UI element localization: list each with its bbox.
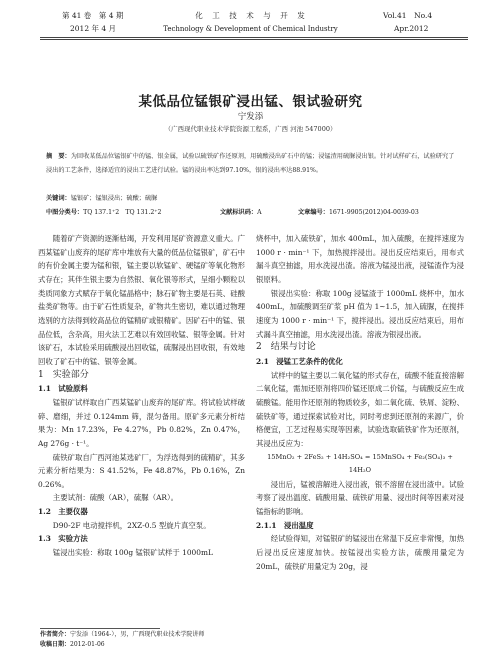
section-1-2-heading: 1.2 主要仪器: [38, 507, 88, 517]
clc-label: 中图分类号：: [46, 209, 84, 216]
raw-material-paragraph-3: 主要试剂：硫酸（AR），硫脲（AR）。: [52, 493, 179, 503]
section-2-1-1-heading: 2.1.1 浸出温度: [256, 520, 314, 530]
method-continuation: 烧杯中，加入硫铁矿，加水 400mL，加入硫酸，在搅拌速度为 1000 r · min⁻¹ 下，加热搅拌浸出。浸出反应结束后，用布式漏斗真空抽滤，用水洗浸出渣。溶液为锰浸出液，浸锰渣作为浸银原料。: [256, 234, 464, 284]
section-1-heading: 1 实验部分: [38, 369, 89, 380]
intro-paragraph: 随着矿产资源的逐渐枯竭，开发利用尾矿资源意义重大。广西某锰矿山废弃的尾矿库中堆放有大量的低品位锰银矿，矿石中的有价金属主要为锰和银，锰主要以软锰矿、硬锰矿等氧化物形式存在；其伴生银主要为自然银、氧化银等形式，呈细小颗粒以类质同象方式赋存于氧化锰晶格中；脉石矿物主要是石英、硅酸盐类矿物等。由于矿石性质复杂，矿物共生密切，难以通过物理选别的方法得到较高品位的锰精矿或银精矿。因矿石中的锰、银品位低，含杂高，用火法工艺难以有效回收锰、银等金属。针对该矿石，本试验采用硫酸浸出回收锰，硫脲浸出回收银，有效地回收了矿石中的锰、银等金属。: [38, 234, 245, 366]
article-title: 某低品位锰银矿浸出锰、银试验研究: [138, 94, 363, 110]
article-number-value: 1671-9905(2012)04-0039-03: [328, 209, 419, 216]
left-column: [38, 232, 245, 560]
header-rule-2: [40, 39, 468, 40]
journal-name: 化 工 技 术 与 开 发: [195, 11, 306, 20]
instrument-paragraph: D90-2F 电动搅拌机，2XZ-0.5 型旋片真空泵。: [52, 520, 211, 530]
abstract-text: 为回收某低品位锰银矿中的锰、银金属，试验以硫铁矿作还原剂，用硫酸浸出矿石中的锰；浸锰渣用硫脲浸出银。针对试样矿石，试验研究了浸出的工艺条件，选择适宜的浸出工艺进行试验。锰的浸出率达到97.10%，银的浸出率达88.91%。: [46, 153, 455, 174]
right-column: [256, 232, 464, 573]
doc-code-label: 文献标识码：: [220, 209, 258, 216]
article-author: 宁发添: [237, 112, 264, 122]
journal-date-en: Apr.2012: [394, 24, 429, 33]
doc-code-value: A: [257, 209, 262, 216]
footnote-author-text: 宁发添（1964-），男，广西现代职业技术学院讲师: [70, 631, 205, 638]
journal-date: 2012 年 4 月: [70, 24, 117, 33]
footnote-received-label: 收稿日期：: [40, 641, 71, 648]
footnote-author-label: 作者简介：: [40, 631, 71, 638]
article-number: [298, 207, 419, 216]
section-1-1-heading: 1.1 试验原料: [38, 384, 88, 394]
journal-volume-en: Vol.41 No.4: [383, 11, 433, 20]
keywords: [46, 193, 157, 202]
raw-material-paragraph-2: 硫铁矿取自广西河池某选矿厂，为浮选得到的硫精矿，其多元素分析结果为：S 41.52%，Fe 48.87%，Pb 0.16%，Zn 0.26%。: [38, 452, 245, 489]
raw-material-paragraph-1: 锰银矿试样取自广西某锰矿山废弃的尾矿库。将试验试样破碎、磨细，并过 0.124mm 筛，混匀备用。原矿多元素分析结果为：Mn 17.23%，Fe 4.27%，Pb 0.82%，Zn 0.47%，Ag 276g · t⁻¹。: [38, 397, 245, 448]
section-2-1-heading: 2.1 浸锰工艺条件的优化: [256, 356, 343, 366]
article-number-label: 文章编号：: [298, 209, 329, 216]
reaction-equation: 15MnO₂ + 2FeS₂ + 14H₂SO₄ = 15MnSO₄ + Fe₂(SO₄)₃ + 14H₂O: [267, 452, 453, 475]
article-affiliation: （广西现代职业技术学院资源工程系，广西 河池 547000）: [164, 125, 337, 133]
doc-code: [220, 207, 262, 216]
silver-method-paragraph: 银浸出实验：称取 100g 浸锰渣于 1000mL 烧杯中，加水 400mL，加硫酸调至矿浆 pH 值为 1~1.5，加入硫脲，在搅拌速度为 1000 r · min⁻¹ 下，搅拌浸出。浸出反应结束后，用布式漏斗真空抽滤，用水洗浸出渣。溶液为银浸出液。: [256, 288, 464, 339]
footnote-rule: [40, 628, 160, 629]
manganese-paragraph-2: 浸出后，锰被溶解进入浸出液，银不溶留在浸出渣中。试验考察了浸出温度、硫酸用量、硫铁矿用量、浸出时间等因素对浸锰指标的影响。: [256, 479, 464, 517]
journal-name-en: Technology & Development of Chemical Industry: [163, 25, 338, 33]
section-2-heading: 2 结果与讨论: [256, 342, 316, 353]
footnote-received-text: 2012-01-06: [70, 641, 105, 648]
header-rule: [40, 37, 468, 38]
abstract-label: 摘 要：: [46, 153, 71, 160]
clc-value: TQ 137.1⁺2 TQ 131.2⁺2: [83, 209, 162, 216]
footnote: [40, 630, 204, 650]
journal-volume: 第 41 卷 第 4 期: [62, 11, 124, 20]
keywords-text: 锰银矿；锰银浸出；硫酸；硫脲: [70, 195, 158, 202]
section-1-3-heading: 1.3 实验方法: [38, 534, 88, 544]
footnote-author: [40, 630, 204, 640]
clc: [46, 207, 161, 216]
manganese-paragraph-1: 试样中的锰主要以二氧化锰的形式存在，硫酸不能直接溶解二氧化锰，需加还原剂将四价锰还原成二价锰，与硫酸反应生成硫酸锰。能用作还原剂的物质较多，如二氧化硫、铁屑、淀粉、硫铁矿等，通过探索试验对比，同时考虑到还原剂的来源广，价格便宜，工艺过程易实现等因素，试验选取硫铁矿作为还原剂，其浸出反应为：: [256, 370, 464, 448]
temperature-paragraph: 经试验得知，对锰银矿的锰浸出在常温下反应非常慢，加热后浸出反应速度加快。按锰浸出实验方法，硫酸用量定为 20mL，硫铁矿用量定为 20g，浸: [256, 534, 464, 571]
keywords-label: 关键词：: [46, 195, 71, 202]
method-paragraph: 锰浸出实验：称取 100g 锰银矿试样于 1000mL: [52, 548, 213, 558]
footnote-received: [40, 640, 204, 650]
abstract: [46, 150, 456, 178]
